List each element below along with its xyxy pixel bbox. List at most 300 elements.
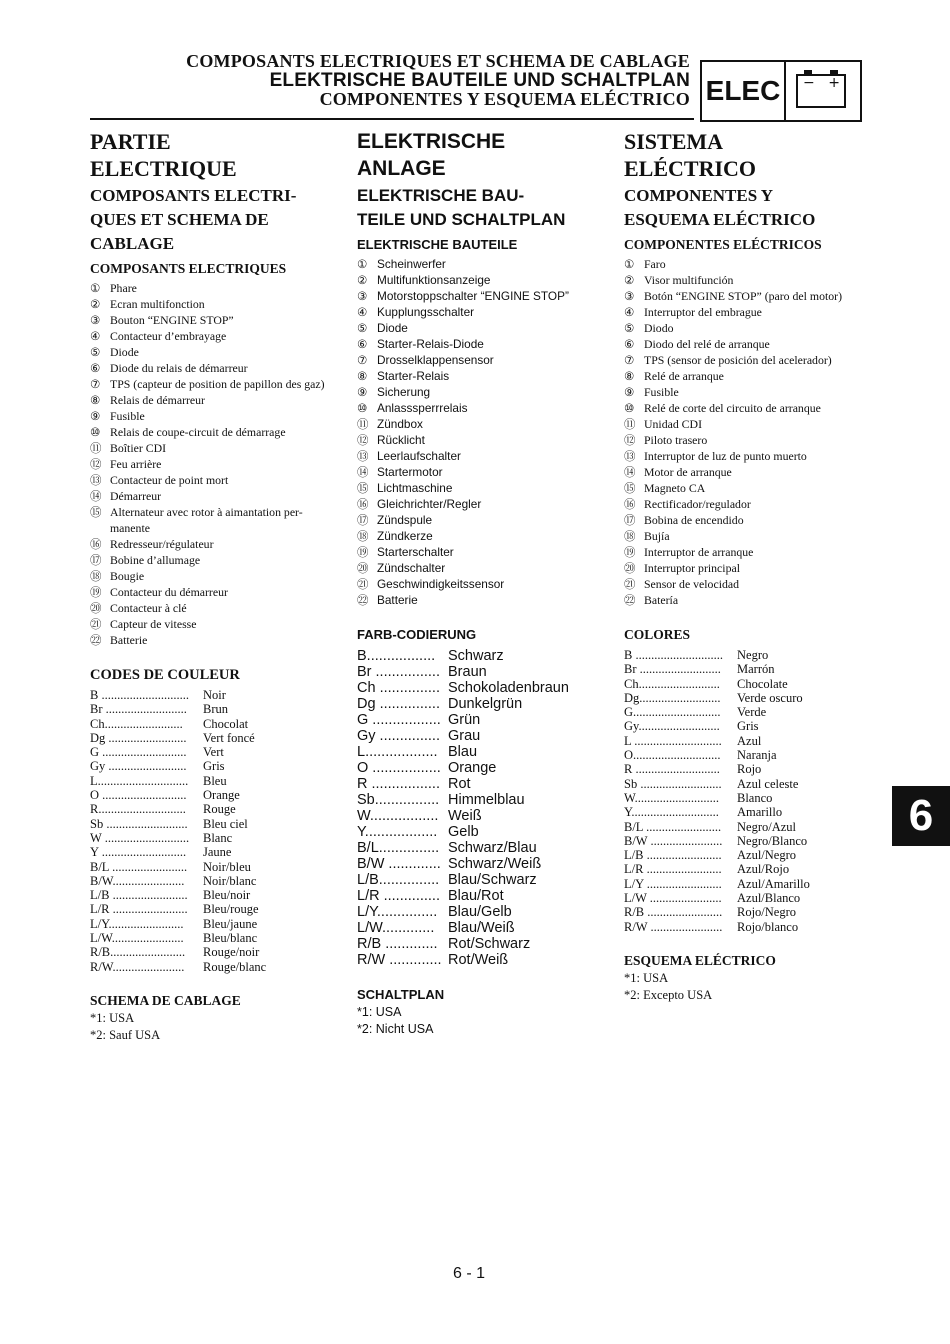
page-number: 6 - 1	[453, 1265, 486, 1282]
item-label: Contacteur d’embrayage	[110, 329, 227, 343]
item-number: ⑲	[624, 545, 636, 559]
item-label: Relé de arranque	[644, 369, 724, 383]
color-code-row	[90, 731, 330, 745]
components-heading: COMPOSANTS ELECTRIQUES	[90, 261, 287, 276]
item-number: ㉑	[624, 577, 636, 591]
item-label: Zündschalter	[377, 561, 446, 575]
subsection-title-line1: COMPONENTES Y	[624, 186, 774, 205]
color-name: Verde	[737, 705, 767, 720]
color-name: Bleu/rouge	[203, 902, 259, 917]
item-label: Alternateur avec rotor à aimantation per-manente	[110, 505, 303, 535]
color-code-row	[90, 688, 330, 702]
item-number: ④	[90, 329, 101, 343]
color-code: Dg..........................	[624, 690, 721, 705]
color-code: Sb................	[357, 792, 440, 808]
color-code-row	[90, 860, 330, 874]
color-code: B/L ........................	[624, 819, 722, 834]
item-number: ⑮	[357, 481, 369, 495]
color-codes-heading: FARB-CODIERUNG	[357, 627, 477, 642]
wiring-diagram-heading: SCHALTPLAN	[357, 987, 445, 1002]
item-number: ⑳	[90, 601, 102, 615]
item-label: Feu arrière	[110, 457, 162, 471]
color-code: O............................	[624, 748, 721, 763]
item-label: Kupplungsschalter	[377, 305, 475, 319]
color-code: W ...........................	[90, 830, 190, 845]
color-code-row	[357, 712, 607, 728]
component-item	[90, 296, 330, 312]
item-number: ⑱	[357, 529, 369, 543]
item-label: Motorstoppschalter “ENGINE STOP”	[377, 289, 569, 303]
color-name: Amarillo	[737, 805, 783, 820]
color-name: Rot/Weiß	[448, 952, 509, 968]
color-code: R/W .............	[357, 952, 442, 968]
item-label: Bujía	[644, 529, 670, 543]
item-label: Unidad CDI	[644, 417, 702, 431]
color-code: B ............................	[624, 648, 723, 662]
color-code-row	[90, 917, 330, 931]
color-name: Bleu	[203, 773, 227, 788]
color-code-row	[357, 888, 607, 904]
color-name: Bleu/blanc	[203, 931, 258, 946]
component-item	[624, 288, 874, 304]
color-code: L/R ........................	[90, 902, 188, 917]
column-french	[90, 128, 330, 1044]
color-name: Rouge/noir	[203, 945, 260, 960]
color-code: Y..................	[357, 824, 438, 840]
color-code-row	[624, 777, 874, 791]
color-name: Negro	[737, 648, 769, 662]
color-code: B/L ........................	[90, 859, 188, 874]
color-code-row	[90, 788, 330, 802]
color-code-row	[357, 760, 607, 776]
item-number: ④	[357, 305, 368, 319]
component-item	[90, 424, 330, 440]
component-item	[357, 288, 607, 304]
component-item	[357, 560, 607, 576]
color-code-row	[357, 920, 607, 936]
component-item	[357, 304, 607, 320]
color-name: Rojo/blanco	[737, 919, 799, 934]
color-name: Blau/Gelb	[448, 904, 512, 920]
item-number: ⑪	[90, 441, 102, 455]
item-number: ⑬	[357, 449, 369, 463]
color-code-row	[90, 702, 330, 716]
item-label: Interruptor de arranque	[644, 545, 754, 559]
item-label: Sensor de velocidad	[644, 577, 740, 591]
component-item	[624, 272, 874, 288]
item-label: Contacteur du démarreur	[110, 585, 228, 599]
component-item	[624, 256, 874, 272]
component-item	[624, 592, 874, 608]
item-label: Ecran multifonction	[110, 297, 205, 311]
item-number: ⑰	[357, 513, 369, 527]
color-code-row	[624, 834, 874, 848]
item-label: Rectificador/regulador	[644, 497, 751, 511]
component-item	[357, 592, 607, 608]
item-number: ⑥	[90, 361, 101, 375]
item-label: Fusible	[644, 385, 679, 399]
color-code: R ...........................	[624, 762, 720, 777]
item-label: Diode du relais de démarreur	[110, 361, 248, 375]
item-number: ⑦	[624, 353, 635, 367]
color-code-row	[357, 856, 607, 872]
color-name: Marrón	[737, 662, 775, 677]
item-label: Zündspule	[377, 513, 433, 527]
color-code-row	[90, 874, 330, 888]
color-name: Bleu/jaune	[203, 916, 258, 931]
color-code: B/W .......................	[624, 833, 723, 848]
item-number: ⑩	[90, 425, 101, 439]
item-label: Relais de démarreur	[110, 393, 205, 407]
color-code: L/R ..............	[357, 888, 440, 904]
item-number: ⑪	[624, 417, 636, 431]
item-number: ⑥	[357, 337, 368, 351]
color-code-row	[624, 662, 874, 676]
components-list	[624, 256, 874, 608]
color-name: Azul/Amarillo	[737, 876, 810, 891]
color-name: Vert foncé	[203, 730, 255, 745]
color-code-row	[90, 845, 330, 859]
color-code-row	[357, 776, 607, 792]
item-label: Magneto CA	[644, 481, 706, 495]
wiring-diagram-heading: ESQUEMA ELÉCTRICO	[624, 952, 776, 968]
color-code-row	[624, 791, 874, 805]
section-title-line1: PARTIE	[90, 129, 171, 154]
color-code: B/W .............	[357, 856, 441, 872]
component-item	[357, 368, 607, 384]
color-name: Schwarz/Weiß	[448, 856, 542, 872]
battery-minus-sign: −	[803, 75, 815, 91]
item-label: Capteur de vitesse	[110, 617, 197, 631]
item-number: ⑨	[624, 385, 635, 399]
color-code-row	[624, 734, 874, 748]
note-usa: *1: USA	[357, 1005, 402, 1019]
item-label: TPS (sensor de posición del acelerador)	[644, 353, 832, 367]
battery-icon	[796, 74, 846, 108]
component-item	[624, 480, 874, 496]
section-title-line2: ELÉCTRICO	[624, 156, 757, 181]
component-item	[90, 408, 330, 424]
color-code-row	[357, 904, 607, 920]
item-label: Anlasssperrrelais	[377, 401, 468, 415]
item-number: ⑧	[357, 369, 368, 383]
item-number: ㉒	[90, 633, 102, 647]
color-code-row	[357, 696, 607, 712]
item-label: Boîtier CDI	[110, 441, 167, 455]
color-name: Negro/Azul	[737, 819, 797, 834]
color-name: Noir	[203, 688, 226, 702]
section-title-line2: ELECTRIQUE	[90, 156, 237, 181]
color-code: O ...........................	[90, 788, 187, 803]
color-codes-list	[624, 648, 874, 934]
color-name: Chocolat	[203, 716, 249, 731]
component-item	[90, 376, 330, 392]
item-number: ②	[90, 297, 101, 311]
color-code: Sb ..........................	[624, 776, 722, 791]
color-code-row	[624, 805, 874, 819]
section-title-line2: ANLAGE	[357, 157, 446, 180]
color-code-row	[90, 960, 330, 974]
item-label: Starter-Relais-Diode	[377, 337, 484, 351]
color-code-row	[624, 877, 874, 891]
item-number: ⑰	[624, 513, 636, 527]
item-label: Diode	[110, 345, 139, 359]
color-code: B.................	[357, 648, 436, 664]
color-name: Braun	[448, 664, 487, 680]
color-code-row	[624, 648, 874, 662]
component-item	[624, 384, 874, 400]
color-code: R/B .............	[357, 936, 438, 952]
color-name: Noir/blanc	[203, 873, 257, 888]
color-code: Dg .........................	[90, 730, 187, 745]
color-code: L/B ........................	[624, 848, 722, 863]
color-code: R/W.......................	[90, 959, 185, 974]
color-code-row	[357, 952, 607, 968]
component-item	[624, 304, 874, 320]
components-heading: COMPONENTES ELÉCTRICOS	[624, 237, 822, 252]
item-label: Bougie	[110, 569, 145, 583]
component-item	[90, 488, 330, 504]
color-code: Br ................	[357, 664, 440, 680]
color-name: Negro/Blanco	[737, 833, 808, 848]
header-title-es: COMPONENTES Y ESQUEMA ELÉCTRICO	[319, 89, 690, 109]
color-name: Blau/Schwarz	[448, 872, 537, 888]
column-german	[357, 128, 607, 1038]
item-number: ⑮	[90, 505, 102, 519]
item-label: Interruptor de luz de punto muerto	[644, 449, 807, 463]
item-label: Bobina de encendido	[644, 513, 744, 527]
item-label: Starter-Relais	[377, 369, 450, 383]
item-number: ②	[624, 273, 635, 287]
color-code-row	[357, 664, 607, 680]
color-code: Y............................	[624, 805, 719, 820]
item-label: Batterie	[377, 593, 418, 607]
subsection-title-line2: ESQUEMA ELÉCTRICO	[624, 210, 816, 229]
color-code-row	[357, 680, 607, 696]
component-item	[357, 544, 607, 560]
component-item	[624, 496, 874, 512]
color-name: Grau	[448, 728, 481, 744]
item-label: Contacteur à clé	[110, 601, 187, 615]
color-code: G .................	[357, 712, 441, 728]
color-code-row	[357, 728, 607, 744]
color-code: G............................	[624, 705, 721, 720]
component-item	[624, 320, 874, 336]
component-item	[357, 416, 607, 432]
color-code-row	[90, 745, 330, 759]
section-badge	[700, 60, 862, 122]
item-label: Startermotor	[377, 465, 443, 479]
item-label: Relais de coupe-circuit de démarrage	[110, 425, 286, 439]
component-item	[357, 576, 607, 592]
subsection-title-line2: TEILE UND SCHALTPLAN	[357, 210, 566, 229]
color-code: Sb ..........................	[90, 816, 188, 831]
item-number: ㉒	[357, 593, 369, 607]
item-label: Relé de corte del circuito de arranque	[644, 401, 821, 415]
component-item	[624, 336, 874, 352]
item-label: Motor de arranque	[644, 465, 732, 479]
color-name: Azul celeste	[737, 776, 799, 791]
chapter-tab: 6	[892, 786, 950, 846]
item-label: Visor multifunción	[644, 273, 734, 287]
item-number: ⑫	[357, 433, 369, 447]
color-name: Vert	[203, 745, 224, 760]
item-number: ⑯	[357, 497, 369, 511]
color-code: Ch.........................	[90, 716, 183, 731]
item-label: Fusible	[110, 409, 145, 423]
color-code-row	[90, 817, 330, 831]
item-label: Piloto trasero	[644, 433, 708, 447]
component-item	[624, 512, 874, 528]
component-item	[357, 320, 607, 336]
color-code: B/L...............	[357, 840, 440, 856]
color-code: B ............................	[90, 688, 189, 702]
item-label: Phare	[110, 281, 137, 295]
component-item	[357, 512, 607, 528]
battery-plus-sign: +	[828, 75, 840, 91]
color-code: B/W.......................	[90, 873, 185, 888]
item-number: ⑦	[90, 377, 101, 391]
subsection-title-line1: COMPOSANTS ELECTRI-	[90, 186, 297, 205]
color-code-row	[624, 677, 874, 691]
color-code-row	[624, 820, 874, 834]
item-number: ③	[90, 313, 101, 327]
color-code: R/W .......................	[624, 919, 723, 934]
item-label: Botón “ENGINE STOP” (paro del motor)	[644, 289, 843, 303]
item-number: ⑱	[90, 569, 102, 583]
item-label: Scheinwerfer	[377, 257, 446, 271]
item-number: ⑭	[357, 465, 369, 479]
note-usa: *1: USA	[90, 1010, 135, 1025]
color-code: L/Y...............	[357, 904, 438, 920]
color-code: L/W.......................	[90, 931, 184, 946]
components-heading: ELEKTRISCHE BAUTEILE	[357, 237, 518, 252]
color-code-row	[357, 808, 607, 824]
color-name: Orange	[203, 788, 240, 803]
color-name: Azul/Rojo	[737, 862, 790, 877]
item-number: ⑧	[624, 369, 635, 383]
color-code: L ............................	[624, 733, 722, 748]
color-code: L/B...............	[357, 872, 440, 888]
color-name: Gris	[737, 719, 759, 734]
item-number: ③	[624, 289, 635, 303]
color-codes-heading: COLORES	[624, 627, 691, 642]
component-item	[90, 552, 330, 568]
item-number: ⑬	[624, 449, 636, 463]
color-code: Br ..........................	[90, 702, 187, 717]
color-code: W...........................	[624, 790, 720, 805]
column-spanish	[624, 128, 874, 1004]
item-number: ③	[357, 289, 368, 303]
components-list	[357, 256, 607, 608]
component-item	[357, 432, 607, 448]
color-name: Rouge/blanc	[203, 959, 267, 974]
component-item	[90, 344, 330, 360]
component-item	[90, 600, 330, 616]
component-item	[90, 616, 330, 632]
item-number: ⑬	[90, 473, 102, 487]
item-number: ⑲	[90, 585, 102, 599]
item-number: ⑥	[624, 337, 635, 351]
color-code-row	[357, 648, 607, 664]
color-codes-list	[357, 648, 607, 968]
color-code: Gy .........................	[90, 759, 187, 774]
component-item	[624, 544, 874, 560]
component-item	[357, 496, 607, 512]
component-item	[357, 448, 607, 464]
item-number: ⑳	[624, 561, 636, 575]
item-number: ⑯	[90, 537, 102, 551]
component-item	[90, 504, 330, 536]
item-label: Zündbox	[377, 417, 423, 431]
component-item	[90, 392, 330, 408]
component-item	[90, 280, 330, 296]
component-item	[624, 560, 874, 576]
item-number: ⑧	[90, 393, 101, 407]
item-label: Démarreur	[110, 489, 162, 503]
color-name: Verde oscuro	[737, 690, 803, 705]
color-name: Grün	[448, 712, 481, 728]
color-code-row	[624, 848, 874, 862]
item-label: Batterie	[110, 633, 148, 647]
color-name: Azul/Blanco	[737, 891, 801, 906]
component-item	[624, 448, 874, 464]
color-name: Chocolate	[737, 676, 788, 691]
header-title-fr: COMPOSANTS ELECTRIQUES ET SCHEMA DE CABLAGE	[186, 51, 690, 71]
item-number: ⑱	[624, 529, 636, 543]
item-number: ④	[624, 305, 635, 319]
header-title-de: ELEKTRISCHE BAUTEILE UND SCHALTPLAN	[269, 70, 690, 91]
item-label: Bouton “ENGINE STOP”	[110, 313, 234, 327]
item-label: Diodo del relé de arranque	[644, 337, 770, 351]
component-item	[90, 568, 330, 584]
color-code-row	[90, 902, 330, 916]
item-number: ⑩	[624, 401, 635, 415]
color-code-row	[357, 840, 607, 856]
component-item	[357, 352, 607, 368]
component-item	[357, 400, 607, 416]
color-name: Gelb	[448, 824, 479, 840]
item-label: Interruptor del embrague	[644, 305, 762, 319]
color-name: Azul	[737, 733, 762, 748]
component-item	[624, 400, 874, 416]
color-name: Naranja	[737, 748, 777, 763]
color-name: Rot/Schwarz	[448, 936, 531, 952]
color-code: L/W .......................	[624, 891, 722, 906]
color-code-row	[90, 945, 330, 959]
page-header	[90, 52, 690, 109]
color-code: Ch..........................	[624, 676, 720, 691]
item-label: Faro	[644, 257, 666, 271]
item-label: Rücklicht	[377, 433, 425, 447]
component-item	[624, 432, 874, 448]
component-item	[357, 256, 607, 272]
color-name: Blanco	[737, 790, 773, 805]
component-item	[357, 464, 607, 480]
component-item	[90, 328, 330, 344]
color-code-row	[624, 691, 874, 705]
color-code: Dg ...............	[357, 696, 440, 712]
color-name: Noir/bleu	[203, 859, 251, 874]
color-code: R/B........................	[90, 945, 186, 960]
item-number: ⑦	[357, 353, 368, 367]
subsection-title-line1: ELEKTRISCHE BAU-	[357, 186, 525, 205]
component-item	[357, 528, 607, 544]
component-item	[357, 384, 607, 400]
color-code-row	[90, 931, 330, 945]
color-code-row	[357, 872, 607, 888]
color-name: Jaune	[203, 845, 232, 860]
